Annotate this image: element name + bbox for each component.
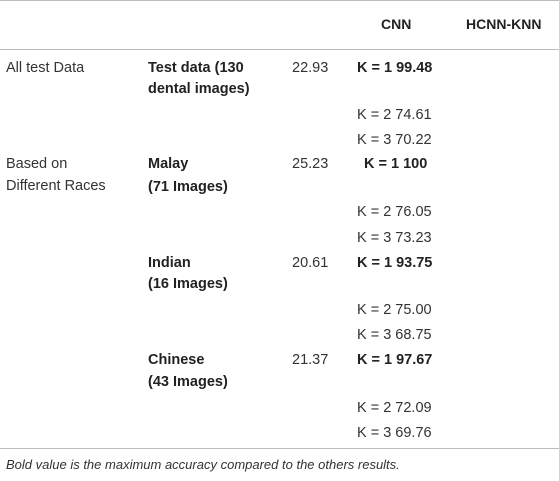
knn-k1-value: K = 1 99.48 — [357, 60, 433, 76]
subset-label: (43 Images) — [148, 374, 228, 390]
table-footnote: Bold value is the maximum accuracy compared to the others results. — [6, 457, 400, 472]
cnn-value: 20.61 — [292, 255, 329, 271]
header-cnn: CNN — [381, 16, 412, 32]
subset-label: Malay — [148, 156, 189, 172]
cnn-value: 22.93 — [292, 60, 329, 76]
subset-label: (16 Images) — [148, 276, 228, 292]
knn-k3-value: K = 3 68.75 — [357, 327, 432, 343]
subset-label: Test data (130 — [148, 60, 244, 76]
group-label-races: Based on — [6, 156, 68, 172]
knn-k1-value: K = 1 97.67 — [357, 352, 433, 368]
table-top-rule — [0, 0, 559, 1]
cnn-value: 25.23 — [292, 156, 329, 172]
subset-label: Indian — [148, 255, 191, 271]
knn-k3-value: K = 3 73.23 — [357, 230, 432, 246]
knn-k2-value: K = 2 75.00 — [357, 302, 432, 318]
knn-k3-value: K = 3 70.22 — [357, 132, 432, 148]
knn-k2-value: K = 2 72.09 — [357, 400, 432, 416]
group-label-all-test: All test Data — [6, 60, 85, 76]
group-label-races: Different Races — [6, 178, 106, 194]
knn-k2-value: K = 2 76.05 — [357, 204, 432, 220]
knn-k1-value: K = 1 93.75 — [357, 255, 433, 271]
subset-label: Chinese — [148, 352, 205, 368]
knn-k1-value: K = 1 100 — [364, 156, 428, 172]
knn-k3-value: K = 3 69.76 — [357, 425, 432, 441]
table-bottom-rule — [0, 448, 559, 449]
subset-label: dental images) — [148, 81, 250, 97]
subset-label: (71 Images) — [148, 179, 228, 195]
knn-k2-value: K = 2 74.61 — [357, 107, 432, 123]
header-hcnn-knn: HCNN-KNN — [466, 16, 542, 32]
header-rule — [0, 49, 559, 50]
cnn-value: 21.37 — [292, 352, 329, 368]
